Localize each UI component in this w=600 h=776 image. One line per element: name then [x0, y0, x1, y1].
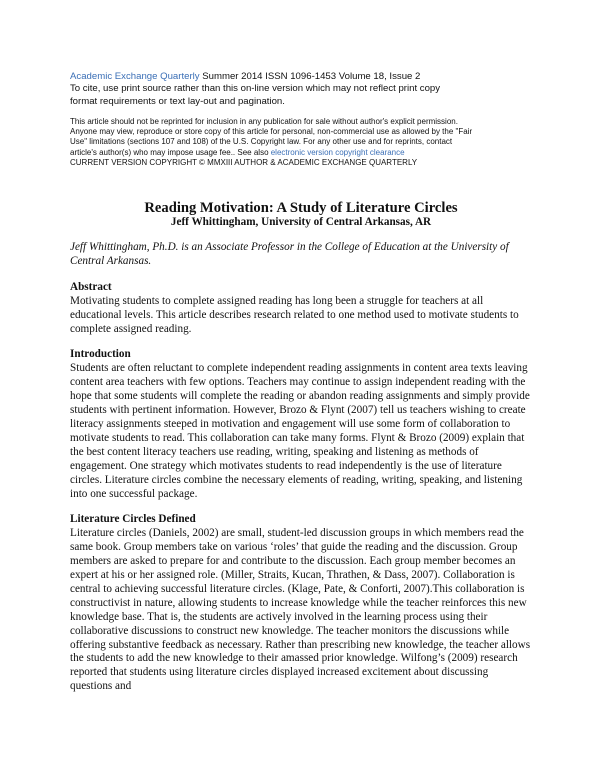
notice-line-4	[70, 148, 540, 158]
journal-line	[70, 71, 540, 83]
cite-line-2: format requirements or text lay-out and pagination.	[70, 95, 285, 107]
notice-line-3: Use" limitations (sections 107 and 108) of the U.S. Copyright law. For any other use and for reprints, contact	[70, 137, 453, 147]
cite-line-1: To cite, use print source rather than this on-line version which may not reflect print copy	[70, 83, 441, 95]
journal-header	[70, 71, 540, 108]
notice-line-2: Anyone may view, reproduce or store copy of this article for personal, non-commercial use as allowed by the "Fair	[70, 127, 473, 137]
issue-info: Summer 2014 ISSN 1096-1453 Volume 18, Issue 2	[199, 71, 421, 82]
article-title: Reading Motivation: A Study of Literature Circles	[144, 200, 458, 216]
author-bio: Jeff Whittingham, Ph.D. is an Associate Professor in the College of Education at the University of Central Arkansas.	[70, 241, 509, 267]
section-heading-introduction: Introduction	[70, 348, 131, 361]
copyright-clearance-link[interactable]: electronic version copyright clearance	[270, 147, 405, 157]
introduction-paragraph: Students are often reluctant to complete independent reading assignments in content area texts leaving content area teachers with few options. Teachers may continue to assign independent reading with the hope that some students will complete the reading or abandon reading assignments and simply provide students with pertinent information. However, Brozo & Flynt (2007) tell us teachers wishing to create literacy assignments steeped in motivation and engagement will use some form of collaboration to motivate students to read. This collaboration can take many forms. Flynt & Brozo (2009) explain that the best content literacy teachers use reading, writing, speaking and listening as methods of engagement. One strategy which motivates students to read independently is the use of literature circles. Literature circles combine the necessary elements of reading, writing, speaking, and listening into one successful package.	[70, 362, 530, 500]
article-byline: Jeff Whittingham, University of Central Arkansas, AR	[170, 216, 432, 228]
section-heading-abstract: Abstract	[70, 280, 112, 293]
literature-circles-paragraph: Literature circles (Daniels, 2002) are small, student-led discussion groups in which members read the same book. Group members take on various ‘roles’ that guide the reading and the discussion. Group members are asked to prepare for and contribute to the discussion. Each group member becomes an expert at his or her assigned role. (Miller, Straits, Kucan, Thrathen, & Dass, 2007). Collaboration is central to achieving successful literature circles. (Klage, Pate, & Conforti, 2007).This collaboration is constructivist in nature, allowing students to increase knowledge while the teacher reinforces this new knowledge base. That is, the students are actively involved in the learning process using their collaborative discussions to construct new knowledge. The teacher monitors the discussions while offering substantive feedback as necessary. Rather than prescribing new knowledge, the teacher allows the students to add the new knowledge to their amassed prior knowledge. Wilfong’s (2009) research reported that students using literature circles displayed increased excitement about discussing questions and	[70, 527, 531, 693]
notice-line-5: CURRENT VERSION COPYRIGHT © MMXIII AUTHOR & ACADEMIC EXCHANGE QUARTERLY	[70, 157, 418, 167]
copyright-notice	[70, 117, 540, 168]
abstract-paragraph: Motivating students to complete assigned reading has long been a struggle for teachers at all educational levels. This article describes research related to one method used to motivate students to complete assigned reading.	[70, 294, 519, 335]
section-heading-literature-circles: Literature Circles Defined	[70, 513, 196, 526]
journal-name-link[interactable]: Academic Exchange Quarterly	[70, 71, 200, 82]
notice-line-1: This article should not be reprinted for inclusion in any publication for sale without author's explicit permission.	[70, 117, 458, 126]
notice-line-4-text: article's author(s) who may impose usage fee.. See also	[70, 147, 271, 157]
article-body	[70, 200, 532, 694]
